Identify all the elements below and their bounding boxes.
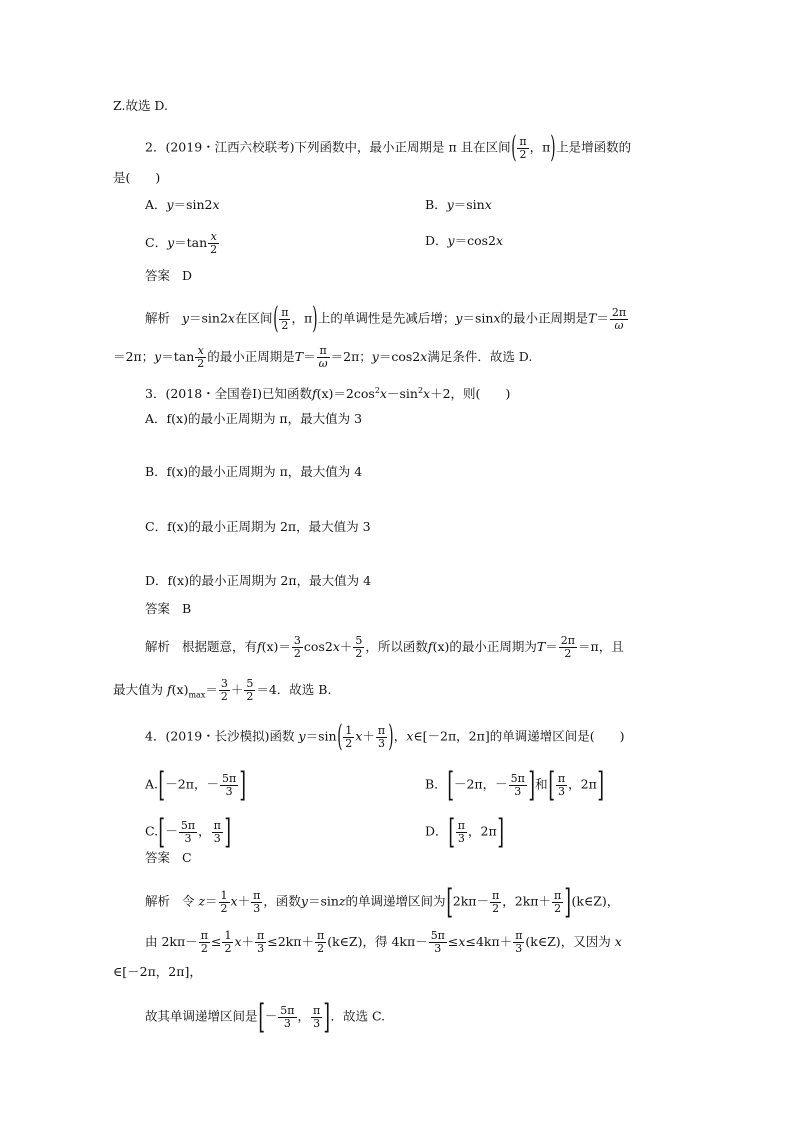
text: (x) <box>171 682 189 697</box>
answer-line <box>145 848 192 868</box>
numerator: 3 <box>293 634 301 647</box>
text: 2．(2019・江西六校联考)下列函数中，最小正周期是 π 且在区间 <box>145 139 511 155</box>
text: ＝sin <box>462 310 494 326</box>
text: ∈[－2π，2π]， <box>113 964 202 979</box>
numerator: 5 <box>355 634 363 647</box>
text: －2π，－ <box>165 776 219 792</box>
question-2-stem-cont <box>113 168 160 188</box>
text: 2kπ－ <box>452 893 490 909</box>
fraction <box>490 890 501 915</box>
text: ＝sin <box>305 728 337 744</box>
text: ＝2cos <box>333 386 375 402</box>
text: x <box>493 310 501 326</box>
option-c <box>145 812 231 852</box>
text: ＋ <box>362 728 375 744</box>
bracket: [ <box>158 765 165 805</box>
text: x <box>423 386 431 402</box>
denominator: 3 <box>514 784 522 798</box>
label: A． <box>145 197 167 212</box>
numerator: π <box>253 888 261 902</box>
answer-label: 答案 <box>145 601 171 616</box>
text: (x) <box>316 386 334 402</box>
text: ，π <box>291 310 313 326</box>
text: 令 <box>181 893 195 909</box>
explanation-label: 解析 <box>145 310 171 326</box>
option-a <box>145 409 362 429</box>
superscript: 2 <box>417 386 424 395</box>
fraction <box>199 930 210 955</box>
text: 最大值为 <box>113 682 164 697</box>
option-c <box>145 231 220 256</box>
bracket: ] <box>239 765 247 805</box>
numerator: 1 <box>345 723 353 737</box>
numerator: x <box>195 345 206 358</box>
answer-line <box>145 266 192 286</box>
numerator: π <box>515 929 523 942</box>
numerator: π <box>200 929 208 942</box>
fraction <box>212 820 223 845</box>
text: ＋ <box>241 934 255 949</box>
bracket: ] <box>224 812 231 852</box>
numerator: 1 <box>224 929 232 942</box>
fraction <box>195 345 206 370</box>
denominator: 2 <box>281 318 289 332</box>
text: y <box>455 310 463 326</box>
fraction <box>255 930 266 955</box>
fraction <box>219 678 230 703</box>
text: y <box>447 233 455 248</box>
explanation-line <box>145 882 620 922</box>
text: ， <box>393 728 407 744</box>
bracket: ) <box>312 301 318 336</box>
text: ＝sin <box>307 893 339 909</box>
denominator: ω <box>318 357 328 370</box>
text: T <box>294 349 304 364</box>
text: 的最小正周期是 <box>207 349 295 364</box>
label: A. <box>145 776 159 792</box>
text: T <box>588 310 597 326</box>
bracket: ( <box>336 719 343 754</box>
text: ＝cos2 <box>454 233 496 248</box>
numerator: π <box>313 1003 321 1017</box>
denominator: 2 <box>293 647 301 660</box>
text: ， <box>198 823 211 839</box>
fraction <box>353 635 364 660</box>
denominator: 2 <box>492 901 500 915</box>
denominator: 3 <box>558 784 566 798</box>
explanation-line-cont <box>113 962 202 982</box>
label: B． <box>425 776 447 792</box>
numerator: 5π <box>180 818 196 832</box>
numerator: π <box>213 818 221 832</box>
denominator: 2 <box>200 942 208 955</box>
text: 的最小正周期是 <box>500 310 589 326</box>
denominator: 2 <box>519 147 527 161</box>
question-4-stem <box>145 719 625 754</box>
fraction <box>552 890 563 915</box>
text: ＝2π； <box>330 349 372 364</box>
denominator: 3 <box>457 831 465 845</box>
bracket: ] <box>528 765 535 805</box>
bracket: [ <box>547 765 555 805</box>
fraction <box>317 345 330 370</box>
text: ＝sin <box>453 197 485 212</box>
denominator: 2 <box>220 690 228 703</box>
fraction <box>292 635 303 660</box>
fraction <box>513 930 524 955</box>
explanation-line <box>145 635 624 660</box>
text: y <box>298 728 306 744</box>
text: x <box>379 386 387 402</box>
text: 是( ) <box>113 170 161 185</box>
denominator: 3 <box>184 831 192 845</box>
fraction <box>219 890 230 915</box>
numerator: 1 <box>220 888 228 902</box>
explanation-line <box>145 301 629 336</box>
text: ＝cos2 <box>378 349 421 364</box>
question-2-stem <box>145 130 632 165</box>
fraction <box>343 725 354 750</box>
text: 3．(2018・全国卷Ⅰ)已知函数 <box>145 386 312 402</box>
denominator: 3 <box>257 942 265 955</box>
text: 满足条件．故选 D. <box>427 349 533 364</box>
text: ∈[－2π，2π]的单调递增区间是( ) <box>413 728 625 744</box>
text: ＝tan <box>174 235 208 250</box>
denominator: 3 <box>434 942 442 955</box>
text: f <box>167 682 172 697</box>
text: ≤2kπ＋ <box>267 934 314 949</box>
text: 4．(2019・长沙模拟)函数 <box>145 728 295 744</box>
numerator: π <box>554 888 562 902</box>
text: ＝2π； <box>113 349 155 364</box>
text: ＋2，则( ) <box>430 386 511 402</box>
text: ＝sin2 <box>189 310 228 326</box>
label: B． <box>425 197 447 212</box>
fraction <box>311 1005 322 1030</box>
option-b <box>425 765 604 805</box>
text: ＝ <box>205 682 218 697</box>
text: (k∈Z)， <box>571 893 620 909</box>
text: (x) <box>261 639 279 654</box>
denominator: 2 <box>210 243 218 256</box>
bracket: ( <box>272 301 278 336</box>
text: x <box>230 893 238 909</box>
denominator: 3 <box>213 831 221 845</box>
text: x <box>484 197 492 212</box>
answer-value: B <box>181 601 192 616</box>
text: 上是增函数的 <box>556 139 632 155</box>
numerator: π <box>492 888 500 902</box>
option-b <box>145 462 362 482</box>
subscript: max <box>188 690 206 700</box>
denominator: 2 <box>224 942 232 955</box>
text: (x) <box>432 639 450 654</box>
fraction <box>509 773 527 798</box>
bracket: [ <box>158 812 166 852</box>
denominator: 2 <box>246 690 254 703</box>
explanation-line-cont <box>145 930 622 955</box>
answer-line <box>145 599 191 619</box>
numerator: 2π <box>611 305 627 319</box>
text: ，2kπ＋ <box>502 893 552 909</box>
option-b <box>425 195 492 215</box>
fraction <box>556 773 567 798</box>
text: －sin <box>386 386 418 402</box>
denominator: 3 <box>313 1016 321 1030</box>
numerator: π <box>316 929 325 942</box>
text: ＝ <box>596 310 609 326</box>
numerator: π <box>519 134 527 148</box>
text: z <box>338 893 346 909</box>
text: y <box>166 197 174 212</box>
text: x <box>227 310 235 326</box>
text: ＝ <box>303 349 316 364</box>
bracket: ) <box>550 130 556 165</box>
text: ．故选 C. <box>330 1008 386 1024</box>
text: x <box>212 197 220 212</box>
text: cos2 <box>303 639 333 654</box>
denominator: 2 <box>564 647 572 660</box>
denominator: 2 <box>220 901 228 915</box>
text: x <box>458 934 466 949</box>
fraction <box>517 136 528 161</box>
text: (k∈Z)，又因为 <box>525 934 611 949</box>
bracket: [ <box>447 812 455 852</box>
fraction <box>220 773 238 798</box>
text: x <box>614 934 622 949</box>
text: y <box>181 310 189 326</box>
denominator: 2 <box>197 357 205 370</box>
option-d <box>425 231 503 251</box>
bracket: [ <box>447 765 454 805</box>
fraction <box>244 678 255 703</box>
fraction <box>610 307 628 332</box>
numerator: 5π <box>221 771 237 785</box>
bracket: [ <box>445 882 453 922</box>
numerator: π <box>377 723 386 737</box>
text: －2π，－ <box>453 776 508 792</box>
text: f <box>311 386 317 402</box>
text: T <box>536 639 546 654</box>
text: x <box>234 934 242 949</box>
text: 上的单调性是先减后增； <box>317 310 456 326</box>
text: 根据题意，有 <box>181 639 257 654</box>
text: f <box>427 639 433 654</box>
text: 和 <box>535 776 548 792</box>
text: ＝π，且 <box>577 639 624 654</box>
numerator: 3 <box>220 677 228 690</box>
explanation-line-cont <box>113 345 532 370</box>
answer-label: 答案 <box>145 268 171 283</box>
answer-label: 答案 <box>145 850 171 865</box>
text: ＋ <box>230 682 244 697</box>
option-a <box>145 765 247 805</box>
text: ＝ <box>545 639 558 654</box>
text: A．f(x)的最小正周期为 π，最大值为 3 <box>145 411 363 426</box>
text: π <box>542 139 551 155</box>
text: y <box>154 349 162 364</box>
bracket: ) <box>388 719 394 754</box>
fraction <box>279 307 290 332</box>
text: ，2π <box>568 776 597 792</box>
bracket: ] <box>564 882 572 922</box>
fraction <box>278 1005 296 1030</box>
text: y <box>446 197 454 212</box>
fraction <box>179 820 197 845</box>
text-line <box>113 96 168 116</box>
fraction <box>429 930 447 955</box>
numerator: π <box>317 345 330 358</box>
text: ， <box>297 1008 311 1024</box>
label: C． <box>145 235 168 250</box>
option-d <box>145 571 371 591</box>
numerator: π <box>557 771 566 785</box>
numerator: 5π <box>280 1003 295 1017</box>
text: ＝sin2 <box>173 197 213 212</box>
text: ≤ <box>210 934 222 949</box>
answer-value: D <box>181 268 192 283</box>
text: 故其单调递增区间是 <box>145 1008 258 1024</box>
text: 在区间 <box>234 310 273 326</box>
bracket: ( <box>510 130 517 165</box>
text: x <box>332 639 340 654</box>
denominator: 2 <box>317 942 325 955</box>
text: f <box>256 639 262 654</box>
numerator: π <box>281 305 289 319</box>
option-a <box>145 195 220 215</box>
label: D． <box>425 823 448 839</box>
denominator: 2 <box>554 901 562 915</box>
text: x <box>496 233 504 248</box>
text: － <box>264 1008 278 1024</box>
bracket: ] <box>323 997 331 1037</box>
text: (k∈Z)，得 4kπ－ <box>327 934 428 949</box>
fraction <box>376 725 387 750</box>
bracket: ] <box>597 765 604 805</box>
text: ，所以函数 <box>365 639 428 654</box>
text: x <box>355 728 363 744</box>
text: － <box>165 823 178 839</box>
denominator: 3 <box>253 901 261 915</box>
numerator: 5 <box>246 677 254 690</box>
option-c <box>145 517 371 537</box>
numerator: π <box>257 929 265 942</box>
text: y <box>300 893 308 909</box>
answer-value: C <box>181 850 192 865</box>
bracket: ] <box>497 812 504 852</box>
numerator: 5π <box>510 771 525 785</box>
text: z <box>198 893 206 909</box>
numerator: π <box>457 818 466 832</box>
text: ≤4kπ＋ <box>465 934 513 949</box>
text: ＝ <box>205 893 218 909</box>
fraction <box>456 820 467 845</box>
text: ≤ <box>447 934 459 949</box>
text: ＋ <box>339 639 353 654</box>
superscript: 2 <box>374 386 380 395</box>
fraction <box>251 890 262 915</box>
text: ＝ <box>278 639 291 654</box>
fraction <box>222 930 233 955</box>
explanation-label: 解析 <box>145 893 171 909</box>
text: y <box>167 235 175 250</box>
text: ，2π <box>468 823 497 839</box>
fraction <box>208 231 219 256</box>
fraction <box>559 635 577 660</box>
text: x <box>420 349 428 364</box>
text: ＋ <box>237 893 251 909</box>
text: ，函数 <box>263 893 301 909</box>
label: D． <box>425 233 448 248</box>
denominator: 3 <box>283 1016 291 1030</box>
fraction <box>315 930 326 955</box>
label: C. <box>145 823 159 839</box>
text: D．f(x)的最小正周期为 2π，最大值为 4 <box>145 573 372 588</box>
denominator: 3 <box>225 784 233 798</box>
text: 的最小正周期为 <box>449 639 537 654</box>
text: B．f(x)的最小正周期为 π，最大值为 4 <box>145 464 363 479</box>
numerator: x <box>208 231 219 244</box>
denominator: 3 <box>515 942 523 955</box>
explanation-line-cont <box>113 678 331 706</box>
text: Z.故选 D. <box>113 98 168 113</box>
numerator: 5π <box>430 929 445 942</box>
text: ， <box>529 139 543 155</box>
denominator: ω <box>614 318 624 332</box>
text: ＝4．故选 B. <box>256 682 332 697</box>
text: C．f(x)的最小正周期为 2π，最大值为 3 <box>145 519 371 534</box>
bracket: [ <box>257 997 265 1037</box>
explanation-label: 解析 <box>145 639 171 654</box>
text: 由 2kπ－ <box>145 934 198 949</box>
question-3-stem <box>145 381 510 404</box>
text: 的单调递增区间为 <box>345 893 446 909</box>
text: ＝tan <box>161 349 195 364</box>
option-d <box>425 812 504 852</box>
numerator: 2π <box>560 634 575 647</box>
denominator: 2 <box>355 647 363 660</box>
text: y <box>371 349 379 364</box>
text: x <box>406 728 414 744</box>
denominator: 3 <box>377 736 385 750</box>
denominator: 2 <box>345 736 353 750</box>
explanation-line-cont <box>145 997 386 1037</box>
